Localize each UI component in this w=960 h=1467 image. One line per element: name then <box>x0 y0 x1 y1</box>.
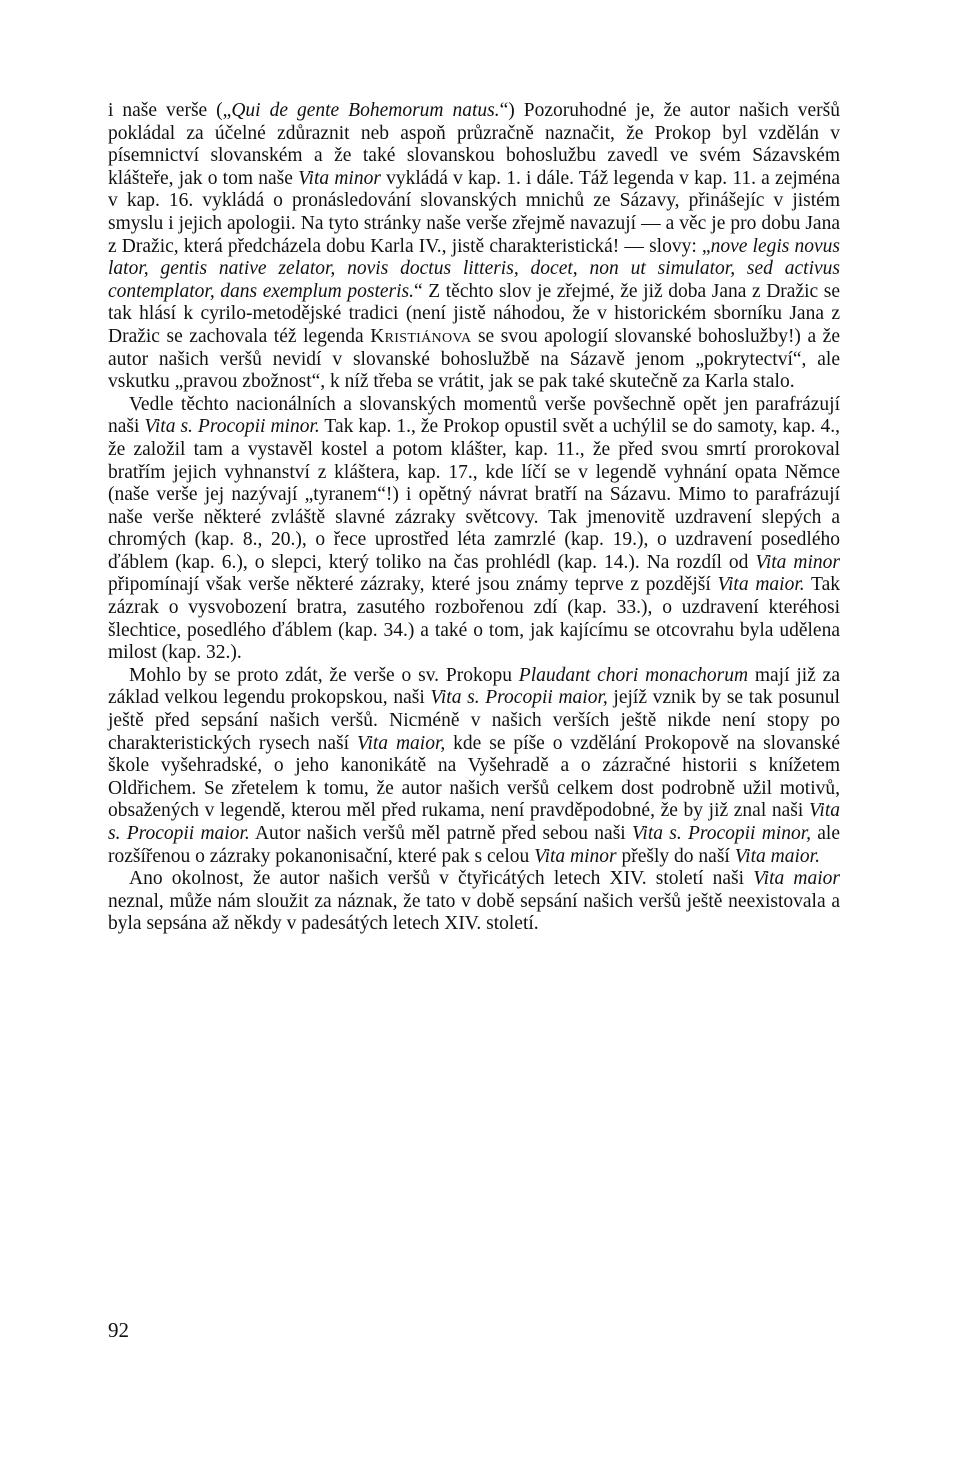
text-run: připomínají však verše některé zázraky, které jsou známy teprve z pozdější <box>108 574 718 596</box>
text-run: ale rozšířenou o zázraky pokanonisační, které pak s celou <box>108 823 840 867</box>
text-run: “) Pozoruhodné je, že autor našich veršů pokládal za účelné zdůraznit neb aspoň průzračně naznačit, že Prokop byl vzdělán v písemnictví slovanském a že také slovanskou bohoslužbu zavedl ve svém Sázavském klášteře, jak o tom naše <box>108 100 840 189</box>
text-run: Tak kap. 1., že Prokop opustil svět a uchýlil se do samoty, kap. 4., že založil tam a vystavěl kostel a potom klášter, kap. 11., že před svou smrtí prorokoval bratřím jejich vyhnanství z kláštera, kap. 17., kde líčí se v legendě vyhnání opata Němce (naše verše jej nazývají „tyranem“!) i opětný návrat bratří na Sázavu. Mimo to parafrázují naše verše některé zvláště slavné zázraky světcovy. Tak jmenovitě uzdravení slepých a chromých (kap. 8., 20.), o řece uprostřed léta zamrzlé (kap. 19.), o uzdravení posedlého ďáblem (kap. 6.), o slepci, který toliko na čas prohlédl (kap. 14.). Na rozdíl od <box>108 416 840 573</box>
text-run: mají již za základ velkou legendu prokopskou, naši <box>108 664 840 709</box>
italic-run: Vita maior. <box>717 574 805 596</box>
text-run: Autor našich veršů měl patrně před sebou naši <box>249 823 632 844</box>
text-run: Ano okolnost, že autor našich veršů v čtyřicátých letech XIV. století naši <box>129 868 754 890</box>
italic-run: Vita s. Procopii minor, <box>631 823 812 844</box>
small-caps-run: Kristiánova <box>370 325 472 347</box>
italic-run: Vita minor <box>298 167 381 189</box>
italic-run: Qui de gente Bohemorum natus. <box>231 100 500 121</box>
paragraph <box>108 868 840 936</box>
italic-run: Vita s. Procopii maior, <box>430 687 608 709</box>
text-run: se svou apologií slovanské bohoslužby!) a že autor našich veršů nevidí v slovanské bohoslužbě na Sázavě jenom „pokrytectví“, ale vskutku „pravou zbožnost“, k níž třeba se vrátit, jak se pak také skutečně za Karla stalo. <box>108 325 840 393</box>
paragraph <box>108 665 840 868</box>
italic-run: Vita s. Procopii minor. <box>144 416 320 438</box>
body-text <box>108 100 840 936</box>
page-number: 92 <box>108 1318 129 1342</box>
italic-run: nove legis novus lator, gentis native zelator, novis doctus litteris, docet, non ut simulator, sed activus contemplator, dans exemplum posteris. <box>108 235 840 302</box>
italic-run: Vita maior, <box>356 732 446 754</box>
italic-run: Plaudant chori monachorum <box>518 664 749 686</box>
text-run: jejíž vznik by se tak posunul ještě před sepsání našich veršů. Nicméně v našich verších ještě nikde není stopy po charakteristických rysech naší <box>108 687 840 754</box>
italic-run: Vita maior <box>753 868 841 890</box>
italic-run: Vita maior. <box>734 845 820 867</box>
paragraph <box>108 394 840 665</box>
text-run: Vedle těchto nacionálních a slovanských momentů verše povšechně opět jen parafrázují naši <box>108 393 840 438</box>
text-run: Mohlo by se proto zdát, že verše o sv. Prokopu <box>129 664 519 686</box>
paragraph <box>108 100 840 394</box>
text-run: kde se píše o vzdělání Prokopově na slovanské škole vyšehradské, o jeho kanonikátě na Vyšehradě a o zázračné historii s knížetem Oldřichem. Se zřetelem k tomu, že autor našich veršů celkem dost podrobně užil motivů, obsažených v legendě, kterou měl před rukama, není pravděpodobné, že by již znal naši <box>108 732 841 822</box>
text-run: vykládá v kap. 1. i dále. Táž legenda v kap. 11. a zejména v kap. 16. vykládá o pronásledování slovanských mnichů ze Sázavy, přinášejíc v jistém smyslu i jejich apologii. Na tyto stránky naše verše zřejmě navazují — a věc je pro dobu Jana z Dražic, která předcházela dobu Karla IV., jistě charakteristická! — slovy: „ <box>108 167 840 257</box>
italic-run: Vita s. Procopii maior. <box>108 800 840 844</box>
text-run: Tak zázrak o vysvobození bratra, zasutého rozbořenou zdí (kap. 33.), o uzdravení kteréhosi šlechtice, posedlého ďáblem (kap. 34.) a také o tom, jak kajícímu se otcovrahu byla udělena milost (kap. 32.). <box>108 574 840 664</box>
text-run: přešly do naší <box>616 845 735 867</box>
italic-run: Vita minor <box>534 845 617 867</box>
text-run: neznal, může nám sloužit za náznak, že tato v době sepsání našich veršů ještě neexistovala a byla sepsána až někdy v padesátých letech XIV. století. <box>108 890 840 935</box>
italic-run: Vita minor <box>755 551 840 573</box>
text-run: “ Z těchto slov je zřejmé, že již doba Jana z Dražic se tak hlásí k cyrilo-metodějské tradici (není jistě náhodou, že v historickém sborníku Jana z Dražic se zachovala též legenda <box>108 280 841 347</box>
text-run: i naše verše („ <box>108 100 232 121</box>
